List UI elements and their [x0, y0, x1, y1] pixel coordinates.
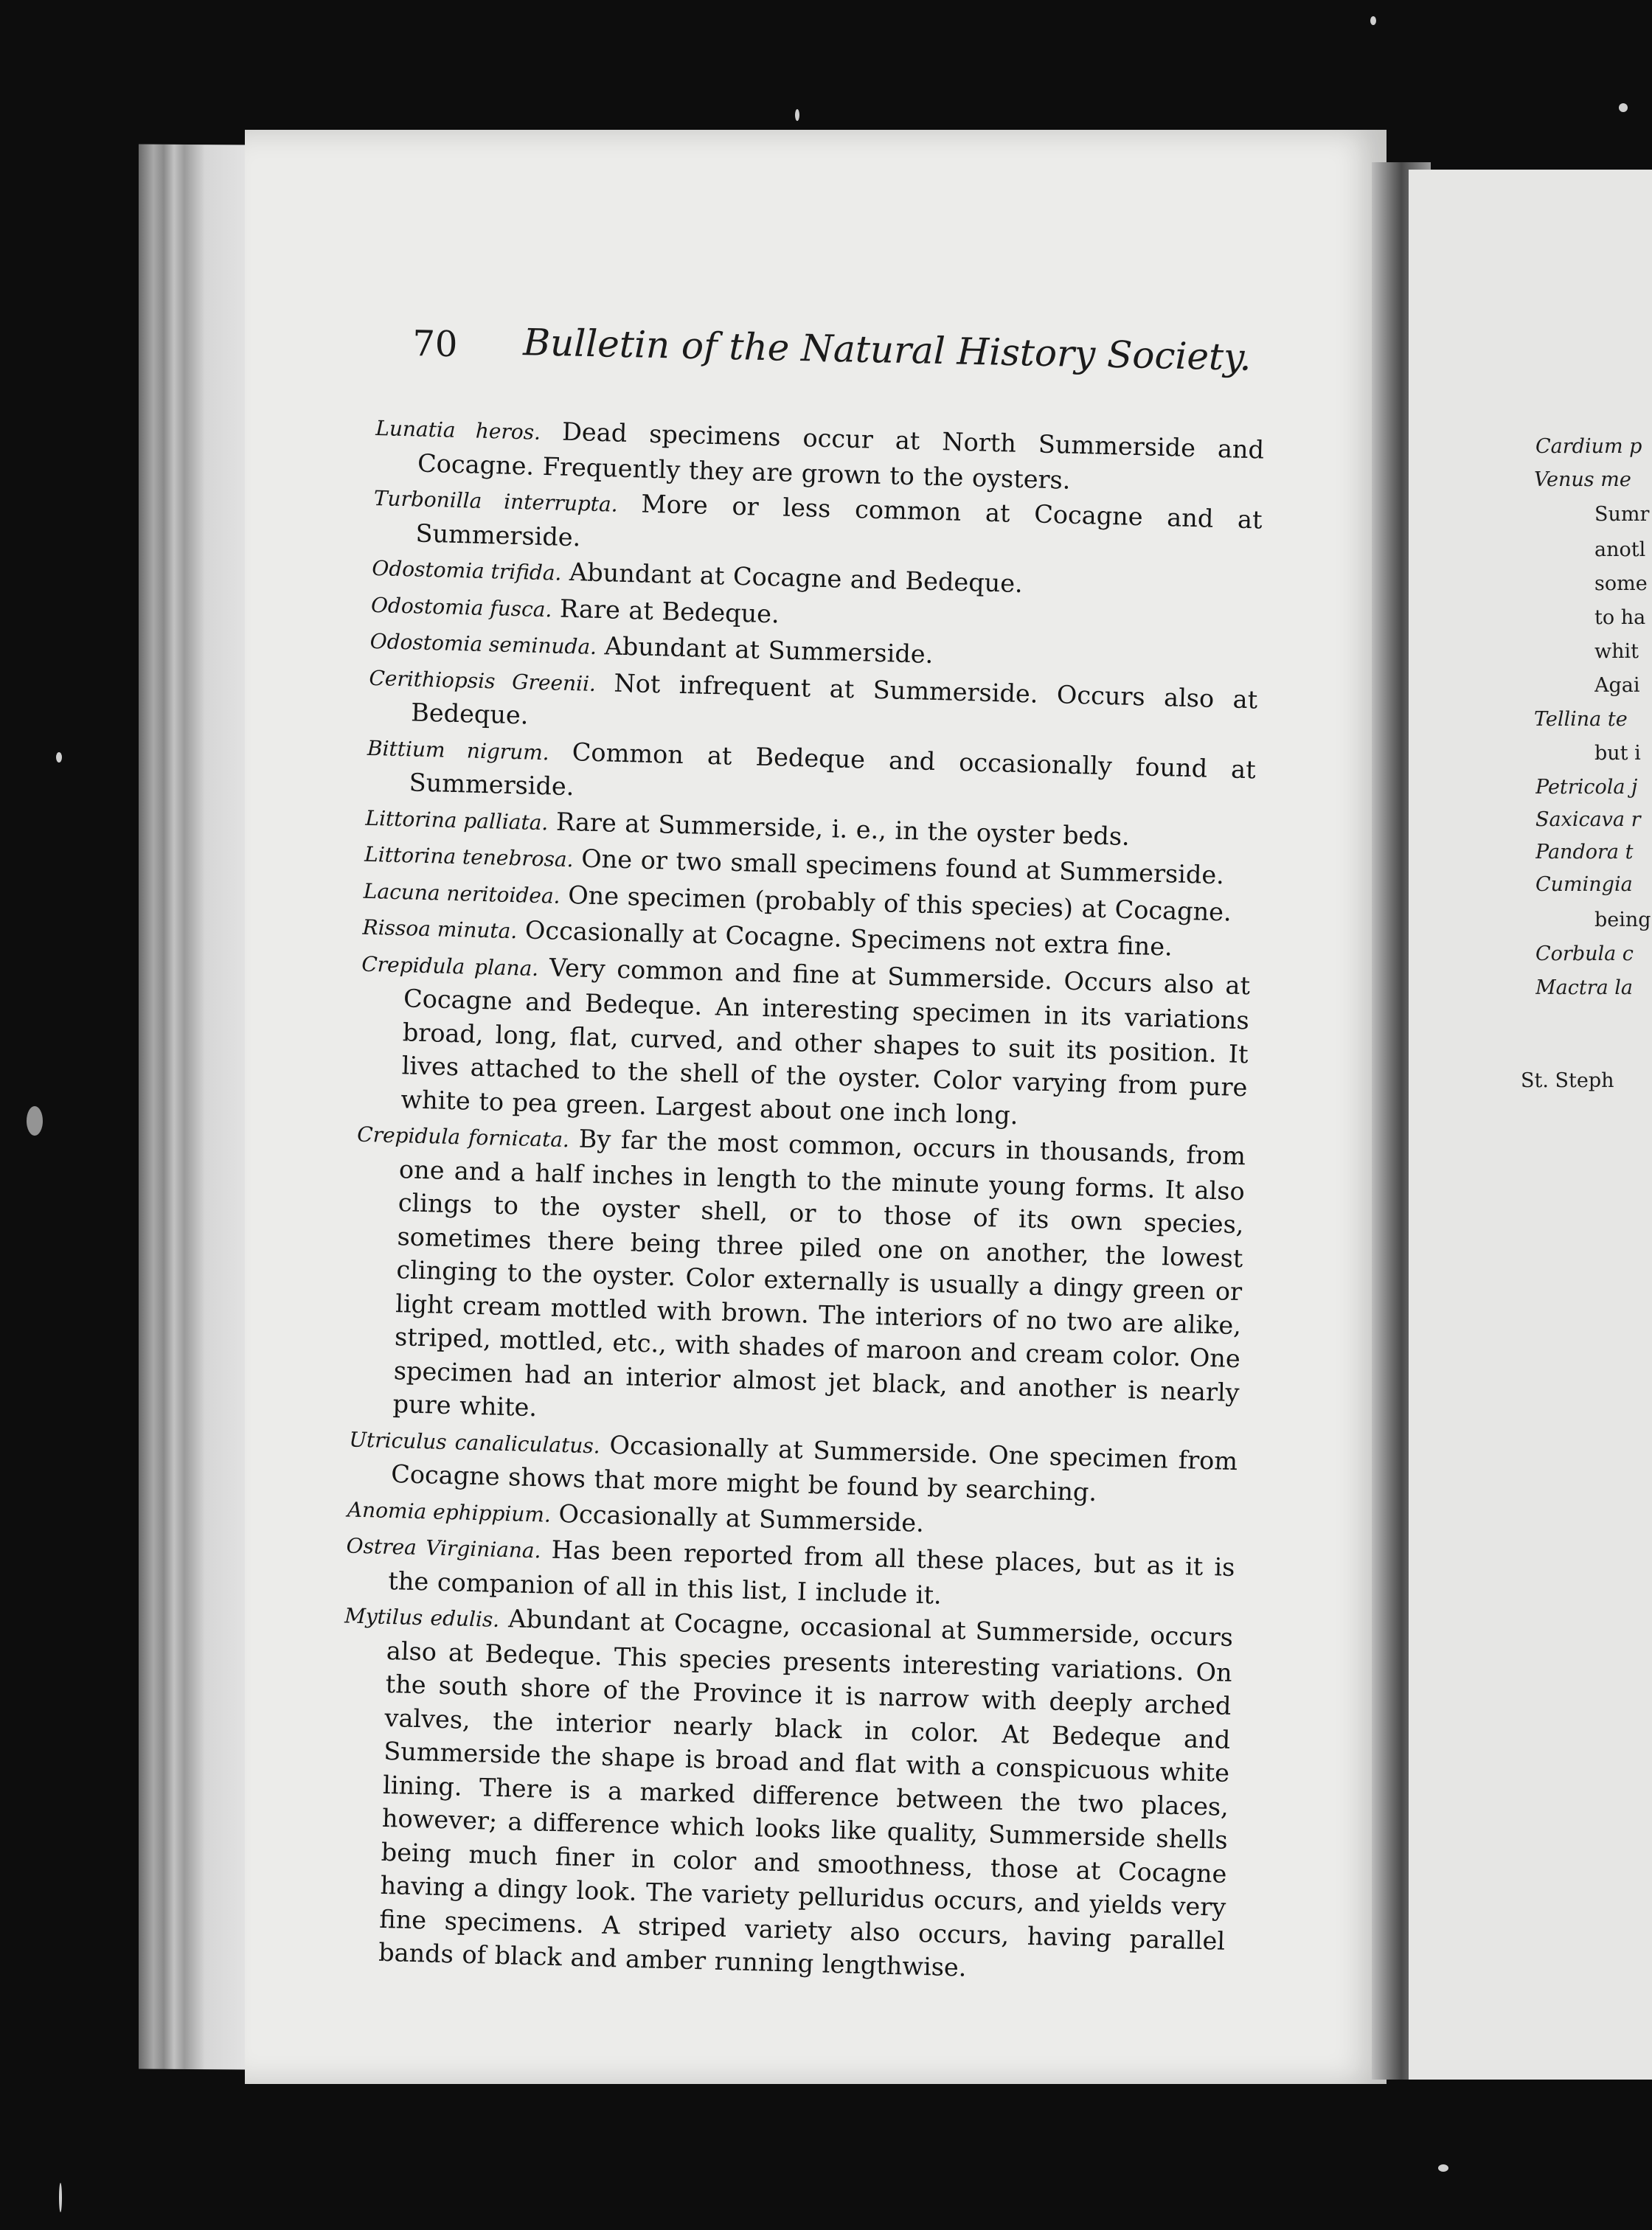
species-name: Rissoa minuta. [362, 914, 518, 944]
species-name: Anomia ephippium. [347, 1496, 552, 1527]
species-name: Cerithiopsis Greenii. [369, 665, 597, 696]
species-description: Very common and fine at Summerside. Occurs also at Cocagne and Bedeque. An interesting specimen in its variations broad, long, flat, curved, and other shapes to suit its position. It lives attached to the shell of the oyster. Color varying from pure white to pea green. Largest about one inch long. [400, 952, 1251, 1130]
film-speck [1370, 16, 1376, 25]
species-description: Common at Bedeque and occasionally found at Summerside. [409, 737, 1257, 802]
facing-line: Saxicava r [1535, 808, 1641, 831]
species-description: One specimen (probably of this species) at Cocagne. [567, 880, 1232, 927]
species-name: Mytilus edulis. [344, 1603, 500, 1632]
species-name: Odostomia trifida. [371, 555, 562, 586]
species-name: Odostomia fusca. [370, 592, 552, 622]
facing-line: whit [1594, 640, 1639, 663]
facing-line: Agai [1594, 674, 1640, 697]
facing-line: some [1594, 572, 1648, 595]
facing-line: Mactra la [1535, 976, 1634, 999]
species-description: More or less common at Cocagne and at Summerside. [415, 489, 1263, 552]
species-name: Crepidula fornicata. [356, 1122, 570, 1153]
film-speck [795, 109, 799, 121]
species-description: Abundant at Cocagne, occasional at Summerside, occurs also at Bedeque. This species presents interesting variations. On the south shore of the Province it is narrow with deeply arched valves, the interior nearly black in color. At Bedeque and Summerside the shape is broad and flat with a conspicuous white lining. There is a marked difference between the two places, however; a difference which looks like quality, Summerside shells being much finer in color and smoothness, those at Cocagne having a dingy look. The variety pelluridus occurs, and yields very fine specimens. A striped variety also occurs, having parallel bands of black and amber running lengthwise. [378, 1604, 1234, 1982]
species-list [336, 410, 1265, 1993]
facing-page-partial [1409, 170, 1652, 2080]
facing-line: but i [1594, 742, 1641, 765]
film-speck [59, 2183, 62, 2212]
film-speck [56, 752, 62, 763]
species-name: Ostrea Virginiana. [346, 1533, 541, 1563]
facing-line: Petricola j [1535, 776, 1638, 799]
facing-line: Corbula c [1535, 942, 1634, 965]
species-name: Utriculus canaliculatus. [349, 1427, 601, 1458]
species-description: Not infrequent at Summerside. Occurs also at Bedeque. [410, 668, 1258, 730]
species-description: Has been reported from all these places, but as it is the companion of all in this list, I include it. [387, 1535, 1235, 1610]
facing-line: Tellina te [1534, 708, 1628, 731]
species-entry [350, 1116, 1246, 1443]
species-description: One or two small specimens found at Summerside. [580, 844, 1225, 890]
facing-line: Pandora t [1535, 841, 1634, 864]
facing-line: Venus me [1534, 468, 1631, 491]
facing-line: anotl [1594, 538, 1646, 561]
species-name: Crepidula plana. [361, 951, 539, 981]
species-description: Rare at Bedeque. [559, 594, 780, 628]
book-page-edges [139, 145, 249, 2070]
species-description: Rare at Summerside, i. e., in the oyster beds. [555, 807, 1131, 851]
species-name: Littorina palliata. [365, 805, 549, 835]
species-description: By far the most common, occurs in thousands, from one and a half inches in length to the minute young forms. It also clings to the oyster shell, or to those of its own species, sometimes there being three piled one on another, the lowest clinging to the oyster. Color externally is usually a dingy green or light cream mottled with brown. The interiors of no two are alike, striped, mottled, etc., with shades of maroon and cream color. One specimen had an interior almost jet black, and another is nearly pure white. [392, 1124, 1246, 1423]
journal-title: Bulletin of the Natural History Society. [522, 321, 1252, 379]
facing-line: being [1594, 909, 1651, 931]
species-name: Lacuna neritoidea. [363, 878, 561, 909]
species-description: Dead specimens occur at North Summerside and Cocagne. Frequently they are grown to the oysters. [417, 417, 1265, 495]
facing-line: Sumr [1594, 503, 1650, 526]
species-name: Odostomia seminuda. [369, 628, 597, 659]
facing-line: St. Steph [1521, 1069, 1614, 1092]
species-entry [358, 945, 1251, 1138]
species-description: Occasionally at Cocagne. Specimens not extra fine. [524, 915, 1173, 962]
facing-line: Cardium p [1535, 435, 1642, 458]
species-description: Occasionally at Summerside. One specimen from Cocagne shows that more might be found by searching. [390, 1430, 1238, 1507]
species-description: Abundant at Cocagne and Bedeque. [569, 557, 1024, 599]
facing-line: Cumingia [1535, 873, 1633, 896]
species-description: Abundant at Summerside. [604, 631, 934, 669]
facing-line: to ha [1594, 606, 1646, 629]
species-entry [336, 1597, 1234, 1991]
page-number: 70 [412, 322, 458, 366]
film-speck [27, 1106, 43, 1136]
species-description: Occasionally at Summerside. [558, 1498, 925, 1538]
film-speck [1438, 2164, 1448, 2172]
species-name: Lunatia heros. [375, 415, 541, 445]
species-name: Turbonilla interrupta. [373, 485, 619, 517]
film-speck [1619, 103, 1628, 112]
species-name: Littorina tenebrosa. [364, 841, 575, 872]
species-name: Bittium nigrum. [367, 735, 550, 765]
